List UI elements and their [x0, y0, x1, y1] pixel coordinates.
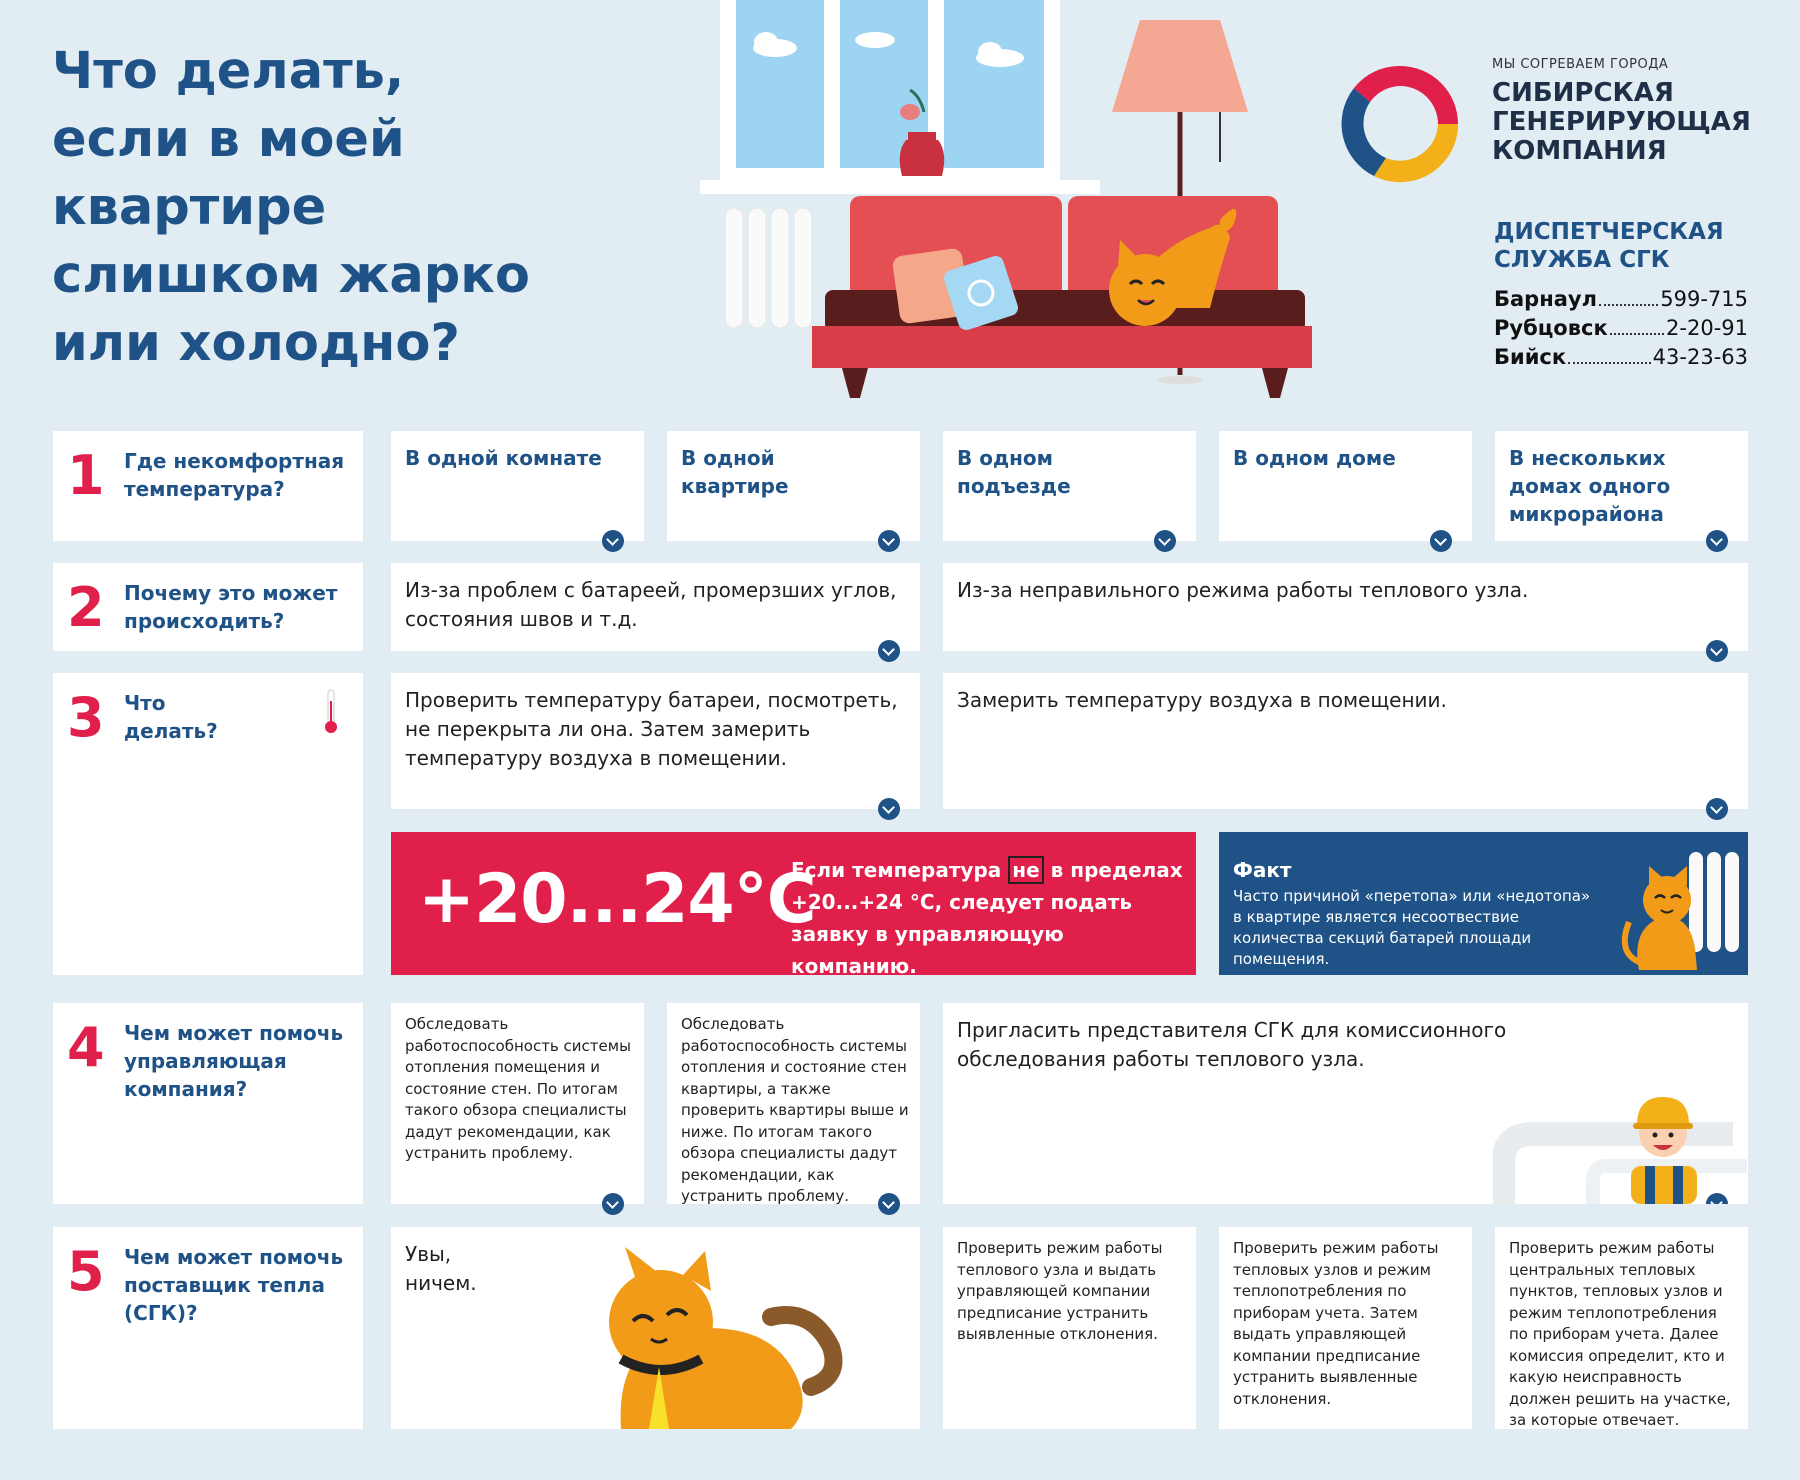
row-4-right: Пригласить представителя СГК для комиссионного обследования работы теплового узла. [943, 1003, 1748, 1204]
row-4-col-2: Обследовать работоспособность системы отопления и состояние стен квартиры, а также проверить квартиры выше и ниже. По итогам такого обзора специалисты дадут рекомендации, как устранить проблему. [667, 1003, 920, 1204]
arrow-down-icon [878, 530, 900, 552]
sleeping-cat-icon [581, 1227, 881, 1429]
row-5-question: 5 Чем может помочь поставщик тепла (СГК)? [53, 1227, 363, 1429]
company-logo-icon [1334, 58, 1468, 188]
row-1-col-5[interactable]: В нескольких домах одного микрорайона [1495, 431, 1748, 541]
row-1-col-1[interactable]: В одной комнате [391, 431, 644, 541]
row-5-col-5: Проверить режим работы центральных тепловых пунктов, тепловых узлов и режим теплопотребления по приборам учета. Далее комиссия определит, кто и какую неисправность должен решить на участке, за которые отвечает. [1495, 1227, 1748, 1429]
phone-row: Бийск 43-23-63 [1494, 345, 1748, 369]
page-title: Что делать, если в моей квартире слишком жарко или холодно? [52, 42, 530, 373]
arrow-down-icon [878, 1193, 900, 1215]
arrow-down-icon [602, 1193, 624, 1215]
row-3-question: 3 Что делать? [53, 673, 363, 975]
temperature-banner [391, 832, 1196, 978]
row-3-left: Проверить температуру батареи, посмотреть, не перекрыта ли она. Затем замерить температуру воздуха в помещении. [391, 673, 920, 809]
window-icon [700, 0, 1100, 194]
phone-number[interactable]: 599-715 [1660, 287, 1748, 311]
company-tagline: МЫ СОГРЕВАЕМ ГОРОДА [1492, 57, 1669, 72]
dispatch-title: ДИСПЕТЧЕРСКАЯ СЛУЖБА СГК [1494, 219, 1724, 273]
arrow-down-icon [1706, 798, 1728, 820]
fact-box [1219, 832, 1748, 975]
temperature-note: Если температура не в пределах +20...+24 °С, следует подать заявку в управляющую компанию. [791, 858, 1183, 978]
arrow-down-icon [878, 640, 900, 662]
radiator-icon [725, 208, 812, 328]
row-1-col-2[interactable]: В одной квартире [667, 431, 920, 541]
row-5-col-4: Проверить режим работы тепловых узлов и режим теплопотребления по приборам учета. Затем выдать управляющей компании предписание устранить выявленные отклонения. [1219, 1227, 1472, 1429]
row-1-col-4[interactable]: В одном доме [1219, 431, 1472, 541]
temperature-range: +20...24°C [418, 860, 816, 939]
phone-number[interactable]: 43-23-63 [1652, 345, 1748, 369]
phone-number[interactable]: 2-20-91 [1666, 316, 1748, 340]
dispatch-phones [1494, 287, 1748, 374]
row-4-col-1: Обследовать работоспособность системы отопления помещения и состояние стен. По итогам такого обзора специалисты дадут рекомендации, как устранить проблему. [391, 1003, 644, 1204]
room-illustration [700, 0, 1340, 410]
company-name: СИБИРСКАЯ ГЕНЕРИРУЮЩАЯ КОМПАНИЯ [1492, 78, 1751, 166]
row-5-col-3: Проверить режим работы теплового узла и выдать управляющей компании предписание устранить выявленные отклонения. [943, 1227, 1196, 1429]
arrow-down-icon [1706, 640, 1728, 662]
row-4-question: 4 Чем может помочь управляющая компания? [53, 1003, 363, 1204]
arrow-down-icon [1706, 530, 1728, 552]
arrow-down-icon [878, 798, 900, 820]
fact-title: Факт [1233, 858, 1292, 882]
row-2-left: Из-за проблем с батареей, промерзших углов, состояния швов и т.д. [391, 563, 920, 651]
row-2-question: 2 Почему это может происходить? [53, 563, 363, 651]
sofa-icon [812, 196, 1312, 398]
row-1-col-3[interactable]: В одном подъезде [943, 431, 1196, 541]
row-3-right: Замерить температуру воздуха в помещении. [943, 673, 1748, 809]
row-2-right: Из-за неправильного режима работы теплового узла. [943, 563, 1748, 651]
cat-radiator-icon [1609, 852, 1748, 975]
phone-row: Барнаул 599-715 [1494, 287, 1748, 311]
arrow-down-icon [602, 530, 624, 552]
row-1-question: 1 Где некомфортная температура? [53, 431, 363, 541]
arrow-down-icon [1430, 530, 1452, 552]
worker-icon [1493, 1081, 1748, 1204]
phone-row: Рубцовск 2-20-91 [1494, 316, 1748, 340]
thermometer-icon [323, 689, 339, 735]
arrow-down-icon [1154, 530, 1176, 552]
fact-text: Часто причиной «перетопа» или «недотопа» в квартире является несоотвествие количества секций батарей площади помещения. [1233, 887, 1591, 968]
row-5-left: Увы, ничем. [391, 1227, 920, 1429]
